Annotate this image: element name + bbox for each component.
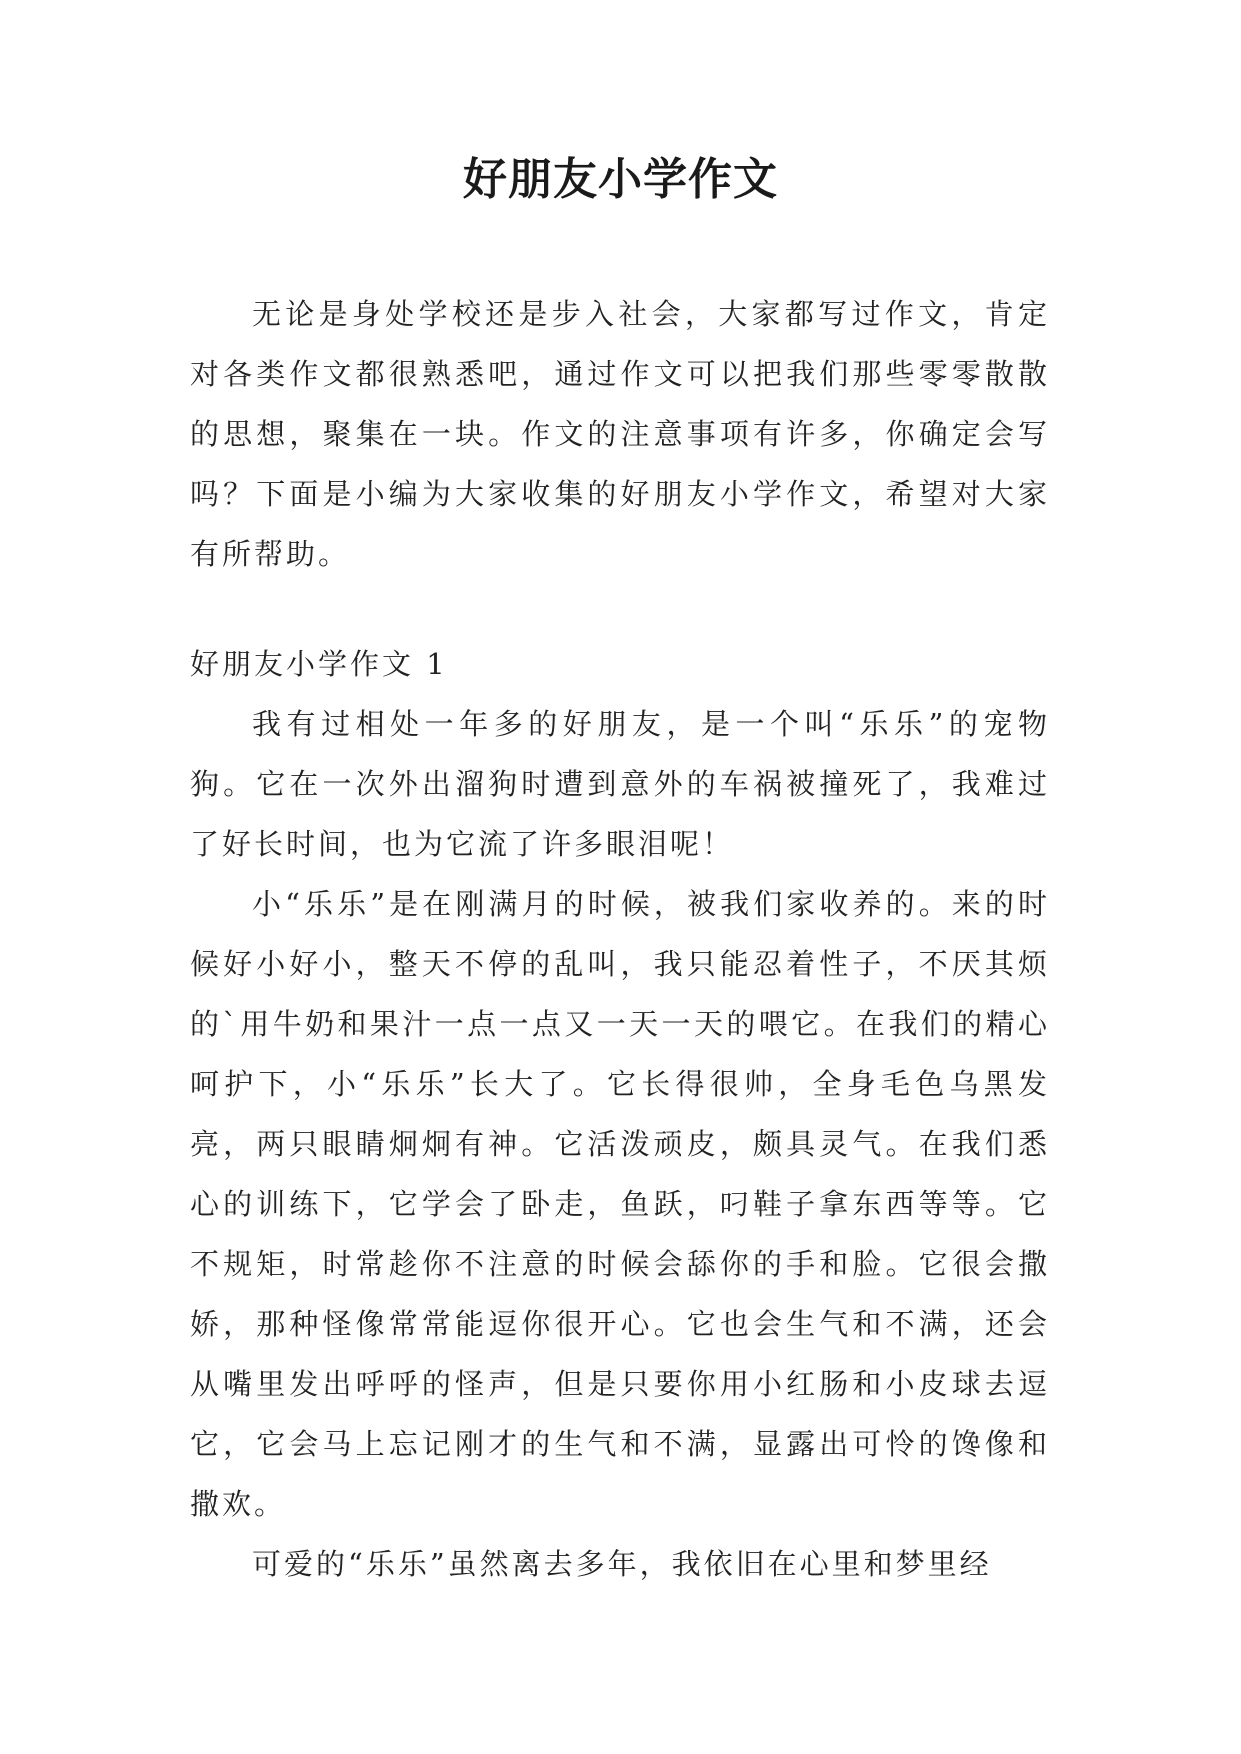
document-body [190, 284, 1050, 1594]
body-paragraph: 我有过相处一年多的好朋友，是一个叫“乐乐”的宠物狗。它在一次外出溜狗时遭到意外的车祸被撞死了，我难过了好长时间，也为它流了许多眼泪呢！ [190, 707, 1050, 861]
body-paragraph: 小“乐乐”是在刚满月的时候，被我们家收养的。来的时候好小好小，整天不停的乱叫，我只能忍着性子，不厌其烦的`用牛奶和果汁一点一点又一天一天的喂它。在我们的精心呵护下，小“乐乐”长大了。它长得很帅，全身毛色乌黑发亮，两只眼睛炯炯有神。它活泼顽皮，颇具灵气。在我们悉心的训练下，它学会了卧走，鱼跃，叼鞋子拿东西等等。它不规矩，时常趁你不注意的时候会舔你的手和脸。它很会撒娇，那种怪像常常能逗你很开心。它也会生气和不满，还会从嘴里发出呼呼的怪声，但是只要你用小红肠和小皮球去逗它，它会马上忘记刚才的生气和不满，显露出可怜的馋像和撒欢。 [190, 887, 1050, 1521]
section-gap [190, 584, 1050, 634]
intro-paragraph: 无论是身处学校还是步入社会，大家都写过作文，肯定对各类作文都很熟悉吧，通过作文可以把我们那些零零散散的思想，聚集在一块。作文的注意事项有许多，你确定会写吗？下面是小编为大家收集的好朋友小学作文，希望对大家有所帮助。 [190, 297, 1050, 571]
body-paragraph: 可爱的“乐乐”虽然离去多年，我依旧在心里和梦里经 [252, 1547, 992, 1581]
document-title: 好朋友小学作文 [463, 154, 778, 205]
section-heading: 好朋友小学作文 1 [190, 647, 448, 681]
